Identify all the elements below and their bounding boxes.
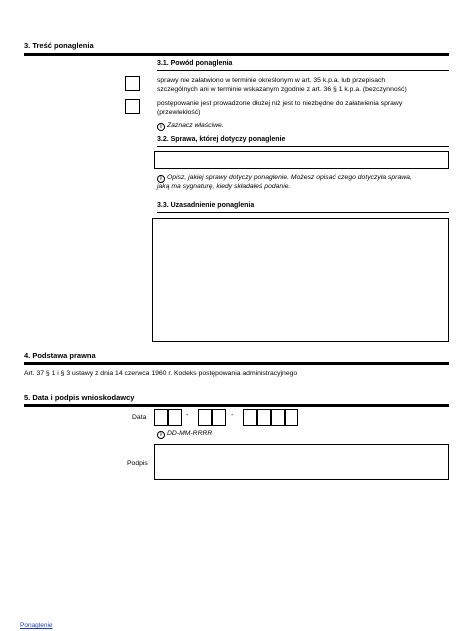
- signature-box[interactable]: [154, 444, 449, 480]
- date-separator: -: [231, 412, 234, 419]
- subsection-3-1-divider: [157, 70, 449, 71]
- date-hint: i DD-MM-RRRR: [157, 430, 212, 439]
- date-year-digit-3[interactable]: [271, 409, 285, 426]
- subsection-3-3-title: 3.3. Uzasadnienie ponaglenia: [157, 202, 255, 209]
- subsection-3-2-divider: [157, 146, 449, 147]
- date-year-digit-1[interactable]: [243, 409, 257, 426]
- subsection-3-3-divider: [157, 212, 449, 213]
- info-icon: i: [157, 123, 165, 131]
- section-3-title: 3. Treść ponaglenia: [24, 41, 94, 50]
- subsection-3-1-title: 3.1. Powód ponaglenia: [157, 60, 233, 67]
- section-3-divider: [24, 53, 449, 56]
- date-month-digit-2[interactable]: [212, 409, 226, 426]
- section-4-divider: [24, 362, 449, 365]
- date-input-group: [154, 409, 294, 426]
- info-icon: i: [157, 431, 165, 439]
- signature-label: Podpis: [127, 460, 148, 467]
- date-day-digit-1[interactable]: [154, 409, 168, 426]
- date-month-digit-1[interactable]: [198, 409, 212, 426]
- section-4-title: 4. Podstawa prawna: [24, 351, 96, 360]
- section-5-title: 5. Data i podpis wnioskodawcy: [24, 393, 135, 402]
- section-5-divider: [24, 404, 449, 407]
- justification-textarea[interactable]: [152, 218, 449, 342]
- reason-hint: i Zaznacz właściwe.: [157, 122, 224, 131]
- date-year-digit-4[interactable]: [285, 409, 298, 426]
- date-label: Data: [132, 414, 147, 421]
- date-day-digit-2[interactable]: [168, 409, 182, 426]
- checkbox-inaction[interactable]: [125, 76, 140, 91]
- option-lengthiness-label: postępowanie jest prowadzone dłużej niż jest to niezbędne do załatwienia sprawy (przewlekłość): [157, 100, 403, 116]
- option-inaction-label: sprawy nie załatwiono w terminie określonym w art. 35 k.p.a. lub przepisach szczególnych ani w terminie wskazanym zgodnie z art. 36 § 1 k.p.a. (bezczynność): [157, 77, 407, 93]
- legal-basis-text: Art. 37 § 1 i § 3 ustawy z dnia 14 czerwca 1960 r. Kodeks postępowania administracyjnego: [24, 370, 298, 377]
- case-description-input[interactable]: [154, 151, 449, 169]
- info-icon: i: [157, 175, 165, 183]
- date-separator: -: [186, 412, 189, 419]
- case-hint: i Opisz, jakiej sprawy dotyczy ponaglenie. Możesz opisać czego dotyczyła sprawa, jaką ma sygnaturę, kiedy składałeś podanie.: [157, 174, 412, 190]
- footer-link[interactable]: Ponaglenie: [20, 622, 53, 629]
- date-year-digit-2[interactable]: [257, 409, 271, 426]
- subsection-3-2-title: 3.2. Sprawa, której dotyczy ponaglenie: [157, 136, 286, 143]
- checkbox-lengthiness[interactable]: [125, 99, 140, 114]
